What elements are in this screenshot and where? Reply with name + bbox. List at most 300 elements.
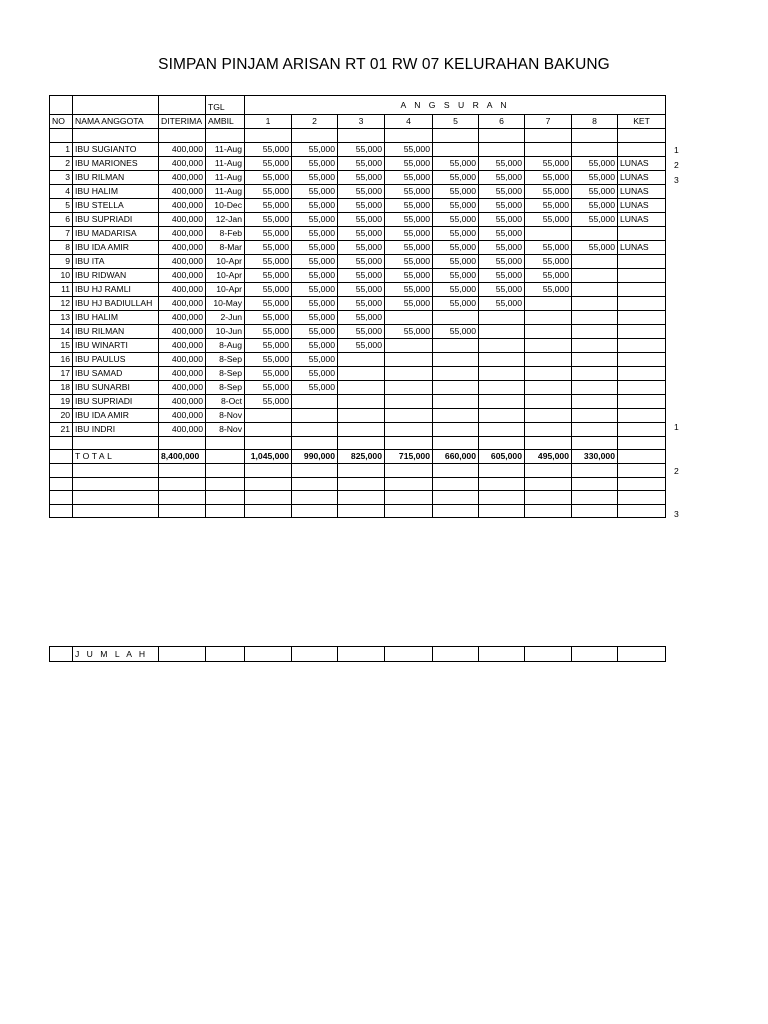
blank-cell [292, 464, 338, 478]
cell-angsuran-7 [525, 296, 572, 310]
cell-diterima: 400,000 [159, 240, 206, 254]
cell-nama: IBU MARIONES [73, 156, 159, 170]
cell-angsuran-6 [479, 366, 525, 380]
total-angsuran-1: 1,045,000 [245, 450, 292, 464]
blank-cell [525, 477, 572, 491]
cell-diterima: 400,000 [159, 184, 206, 198]
cell-angsuran-2: 55,000 [292, 296, 338, 310]
cell-no: 12 [50, 296, 73, 310]
cell-angsuran-4 [385, 380, 433, 394]
blank-cell [479, 491, 525, 505]
cell-no: 7 [50, 226, 73, 240]
blank-cell [385, 464, 433, 478]
cell-angsuran-5: 55,000 [433, 282, 479, 296]
header-cell-empty [73, 96, 159, 115]
header-col-1: 1 [245, 115, 292, 129]
cell-diterima: 400,000 [159, 254, 206, 268]
blank-cell [618, 464, 666, 478]
blank-cell [50, 504, 73, 518]
cell-angsuran-5: 55,000 [433, 226, 479, 240]
total-angsuran-7: 495,000 [525, 450, 572, 464]
cell-angsuran-6 [479, 422, 525, 436]
cell-ket: LUNAS [618, 184, 666, 198]
cell-angsuran-7 [525, 380, 572, 394]
cell-diterima: 400,000 [159, 338, 206, 352]
cell-diterima: 400,000 [159, 324, 206, 338]
total-angsuran-3: 825,000 [338, 450, 385, 464]
cell-angsuran-8 [572, 254, 618, 268]
cell-angsuran-1: 55,000 [245, 324, 292, 338]
blank-cell [73, 477, 159, 491]
cell-angsuran-4 [385, 310, 433, 324]
jumlah-cell [206, 647, 245, 662]
cell-nama: IBU RILMAN [73, 324, 159, 338]
blank-cell [206, 464, 245, 478]
cell-ket [618, 422, 666, 436]
cell-angsuran-4: 55,000 [385, 226, 433, 240]
table-row [50, 282, 666, 296]
cell-angsuran-5 [433, 142, 479, 156]
blank-cell [618, 436, 666, 450]
cell-angsuran-3: 55,000 [338, 198, 385, 212]
table-row [50, 212, 666, 226]
cell-diterima: 400,000 [159, 282, 206, 296]
blank-cell [50, 436, 73, 450]
cell-angsuran-7 [525, 338, 572, 352]
side-number: 2 [674, 466, 679, 476]
blank-cell [73, 504, 159, 518]
cell-angsuran-8 [572, 366, 618, 380]
sheet-title: SIMPAN PINJAM ARISAN RT 01 RW 07 KELURAHAN BAKUNG [158, 56, 610, 73]
header-ket: KET [618, 115, 666, 129]
cell-angsuran-2: 55,000 [292, 240, 338, 254]
cell-angsuran-3: 55,000 [338, 268, 385, 282]
table-row [50, 142, 666, 156]
cell-angsuran-4 [385, 408, 433, 422]
table-row [50, 366, 666, 380]
cell-nama: IBU MADARISA [73, 226, 159, 240]
cell-no: 8 [50, 240, 73, 254]
cell-ket [618, 142, 666, 156]
cell-angsuran-4: 55,000 [385, 184, 433, 198]
cell-diterima: 400,000 [159, 156, 206, 170]
cell-angsuran-2: 55,000 [292, 352, 338, 366]
cell-ket: LUNAS [618, 212, 666, 226]
cell-angsuran-7: 55,000 [525, 198, 572, 212]
cell-ket: LUNAS [618, 170, 666, 184]
cell-angsuran-6: 55,000 [479, 268, 525, 282]
cell-no: 18 [50, 380, 73, 394]
cell-angsuran-7 [525, 142, 572, 156]
total-angsuran-8: 330,000 [572, 450, 618, 464]
side-number: 1 [674, 145, 679, 155]
cell-angsuran-4: 55,000 [385, 156, 433, 170]
cell-angsuran-7: 55,000 [525, 268, 572, 282]
blank-cell [206, 477, 245, 491]
blank-row [50, 129, 666, 143]
cell-angsuran-7 [525, 408, 572, 422]
cell-ket [618, 394, 666, 408]
cell-angsuran-5: 55,000 [433, 198, 479, 212]
cell-nama: IBU HALIM [73, 184, 159, 198]
cell-nama: IBU WINARTI [73, 338, 159, 352]
cell-angsuran-5 [433, 366, 479, 380]
cell-ket [618, 352, 666, 366]
blank-row [50, 491, 666, 505]
cell-angsuran-7: 55,000 [525, 282, 572, 296]
cell-angsuran-3: 55,000 [338, 254, 385, 268]
cell-angsuran-6 [479, 310, 525, 324]
cell-ket [618, 268, 666, 282]
blank-cell [572, 129, 618, 143]
side-number: 3 [674, 175, 679, 185]
cell-tgl: 8-Sep [206, 380, 245, 394]
cell-angsuran-3 [338, 394, 385, 408]
jumlah-cell [479, 647, 525, 662]
cell-no: 13 [50, 310, 73, 324]
blank-row [50, 436, 666, 450]
cell-angsuran-7: 55,000 [525, 212, 572, 226]
cell-tgl: 2-Jun [206, 310, 245, 324]
blank-row [50, 464, 666, 478]
cell-angsuran-5 [433, 380, 479, 394]
cell-angsuran-8 [572, 352, 618, 366]
blank-cell [159, 436, 206, 450]
total-diterima: 8,400,000 [159, 450, 206, 464]
cell-angsuran-7: 55,000 [525, 170, 572, 184]
header-col-6: 6 [479, 115, 525, 129]
cell-angsuran-2: 55,000 [292, 198, 338, 212]
cell-angsuran-8 [572, 282, 618, 296]
blank-row [50, 504, 666, 518]
cell-angsuran-3: 55,000 [338, 170, 385, 184]
blank-cell [572, 504, 618, 518]
cell-angsuran-1: 55,000 [245, 296, 292, 310]
blank-cell [50, 477, 73, 491]
blank-cell [618, 129, 666, 143]
cell-angsuran-8 [572, 268, 618, 282]
cell-angsuran-2: 55,000 [292, 142, 338, 156]
cell-angsuran-8 [572, 408, 618, 422]
blank-cell [50, 464, 73, 478]
cell-angsuran-1: 55,000 [245, 254, 292, 268]
cell-angsuran-2: 55,000 [292, 366, 338, 380]
cell-tgl: 11-Aug [206, 156, 245, 170]
cell-tgl: 8-Mar [206, 240, 245, 254]
blank-cell [525, 129, 572, 143]
cell-angsuran-2: 55,000 [292, 184, 338, 198]
cell-angsuran-7: 55,000 [525, 156, 572, 170]
blank-cell [338, 464, 385, 478]
cell-angsuran-1 [245, 408, 292, 422]
cell-diterima: 400,000 [159, 380, 206, 394]
cell-tgl: 10-Apr [206, 282, 245, 296]
cell-angsuran-3: 55,000 [338, 212, 385, 226]
cell-angsuran-2 [292, 394, 338, 408]
table-row [50, 310, 666, 324]
blank-cell [159, 464, 206, 478]
cell-ket [618, 282, 666, 296]
cell-angsuran-6 [479, 324, 525, 338]
blank-cell [50, 491, 73, 505]
blank-cell [292, 477, 338, 491]
header-angsuran: A N G S U R A N [245, 96, 666, 115]
blank-cell [292, 491, 338, 505]
blank-cell [73, 491, 159, 505]
cell-angsuran-8: 55,000 [572, 212, 618, 226]
cell-nama: IBU SAMAD [73, 366, 159, 380]
cell-diterima: 400,000 [159, 198, 206, 212]
blank-cell [338, 477, 385, 491]
blank-cell [433, 464, 479, 478]
cell-diterima: 400,000 [159, 226, 206, 240]
header-cell-empty [159, 96, 206, 115]
cell-angsuran-3: 55,000 [338, 338, 385, 352]
table-row [50, 240, 666, 254]
total-label: TOTAL [73, 450, 159, 464]
cell-diterima: 400,000 [159, 422, 206, 436]
cell-angsuran-5 [433, 422, 479, 436]
blank-cell [385, 491, 433, 505]
cell-angsuran-4 [385, 352, 433, 366]
total-cell-empty [50, 450, 73, 464]
blank-cell [73, 129, 159, 143]
cell-angsuran-6 [479, 142, 525, 156]
side-number: 2 [674, 160, 679, 170]
table-row [50, 226, 666, 240]
jumlah-row [50, 647, 666, 662]
cell-ket [618, 324, 666, 338]
cell-angsuran-8: 55,000 [572, 156, 618, 170]
cell-angsuran-1 [245, 422, 292, 436]
cell-angsuran-1: 55,000 [245, 380, 292, 394]
cell-angsuran-2: 55,000 [292, 324, 338, 338]
cell-angsuran-6: 55,000 [479, 184, 525, 198]
blank-cell [338, 504, 385, 518]
blank-cell [433, 436, 479, 450]
cell-tgl: 8-Sep [206, 366, 245, 380]
cell-nama: IBU HALIM [73, 310, 159, 324]
cell-no: 15 [50, 338, 73, 352]
cell-ket: LUNAS [618, 240, 666, 254]
table-row [50, 394, 666, 408]
cell-angsuran-6 [479, 394, 525, 408]
cell-angsuran-4: 55,000 [385, 212, 433, 226]
cell-diterima: 400,000 [159, 170, 206, 184]
cell-diterima: 400,000 [159, 268, 206, 282]
jumlah-cell [338, 647, 385, 662]
header-col-3: 3 [338, 115, 385, 129]
blank-cell [572, 477, 618, 491]
blank-cell [433, 504, 479, 518]
header-ambil: AMBIL [206, 115, 245, 129]
header-row-2 [50, 115, 666, 129]
table-row [50, 408, 666, 422]
header-col-2: 2 [292, 115, 338, 129]
cell-nama: IBU ITA [73, 254, 159, 268]
table-row [50, 170, 666, 184]
cell-tgl: 10-May [206, 296, 245, 310]
header-tgl: TGL [206, 96, 245, 115]
cell-angsuran-4: 55,000 [385, 142, 433, 156]
total-angsuran-6: 605,000 [479, 450, 525, 464]
cell-angsuran-4 [385, 366, 433, 380]
blank-cell [159, 504, 206, 518]
cell-angsuran-3: 55,000 [338, 310, 385, 324]
cell-diterima: 400,000 [159, 408, 206, 422]
total-angsuran-2: 990,000 [292, 450, 338, 464]
cell-nama: IBU SUPRIADI [73, 394, 159, 408]
blank-cell [433, 491, 479, 505]
blank-cell [572, 436, 618, 450]
blank-cell [479, 464, 525, 478]
cell-no: 14 [50, 324, 73, 338]
cell-angsuran-4: 55,000 [385, 324, 433, 338]
header-no: NO [50, 115, 73, 129]
cell-angsuran-6: 55,000 [479, 156, 525, 170]
cell-angsuran-1: 55,000 [245, 184, 292, 198]
blank-row [50, 477, 666, 491]
cell-angsuran-8 [572, 226, 618, 240]
cell-angsuran-1: 55,000 [245, 142, 292, 156]
cell-angsuran-3: 55,000 [338, 282, 385, 296]
blank-cell [206, 491, 245, 505]
jumlah-cell [618, 647, 666, 662]
cell-tgl: 11-Aug [206, 142, 245, 156]
cell-angsuran-5: 55,000 [433, 268, 479, 282]
cell-angsuran-3: 55,000 [338, 296, 385, 310]
cell-angsuran-8: 55,000 [572, 170, 618, 184]
cell-angsuran-7 [525, 226, 572, 240]
cell-angsuran-8 [572, 394, 618, 408]
cell-angsuran-4: 55,000 [385, 254, 433, 268]
header-col-5: 5 [433, 115, 479, 129]
cell-tgl: 8-Aug [206, 338, 245, 352]
cell-angsuran-6: 55,000 [479, 170, 525, 184]
cell-ket [618, 366, 666, 380]
blank-cell [50, 129, 73, 143]
cell-angsuran-2: 55,000 [292, 156, 338, 170]
cell-angsuran-1: 55,000 [245, 394, 292, 408]
header-col-7: 7 [525, 115, 572, 129]
cell-angsuran-1: 55,000 [245, 156, 292, 170]
blank-cell [245, 436, 292, 450]
cell-tgl: 11-Aug [206, 170, 245, 184]
cell-angsuran-2: 55,000 [292, 282, 338, 296]
blank-cell [159, 491, 206, 505]
cell-angsuran-3 [338, 352, 385, 366]
jumlah-cell-empty [50, 647, 73, 662]
cell-angsuran-7 [525, 352, 572, 366]
side-number: 3 [674, 509, 679, 519]
cell-diterima: 400,000 [159, 394, 206, 408]
table-row [50, 352, 666, 366]
cell-angsuran-5: 55,000 [433, 170, 479, 184]
cell-angsuran-3: 55,000 [338, 156, 385, 170]
cell-angsuran-5 [433, 408, 479, 422]
blank-cell [479, 436, 525, 450]
cell-nama: IBU SUPRIADI [73, 212, 159, 226]
cell-nama: IBU SUGIANTO [73, 142, 159, 156]
cell-angsuran-6: 55,000 [479, 296, 525, 310]
cell-angsuran-1: 55,000 [245, 282, 292, 296]
table-row [50, 254, 666, 268]
cell-angsuran-2: 55,000 [292, 212, 338, 226]
cell-angsuran-2: 55,000 [292, 268, 338, 282]
cell-ket: LUNAS [618, 156, 666, 170]
cell-angsuran-6: 55,000 [479, 212, 525, 226]
cell-angsuran-8 [572, 380, 618, 394]
cell-angsuran-4: 55,000 [385, 170, 433, 184]
cell-angsuran-1: 55,000 [245, 352, 292, 366]
blank-cell [385, 504, 433, 518]
cell-no: 9 [50, 254, 73, 268]
cell-diterima: 400,000 [159, 296, 206, 310]
cell-ket [618, 408, 666, 422]
cell-diterima: 400,000 [159, 212, 206, 226]
cell-angsuran-6: 55,000 [479, 254, 525, 268]
cell-angsuran-8 [572, 310, 618, 324]
blank-cell [338, 491, 385, 505]
installment-table [49, 95, 666, 518]
blank-cell [385, 477, 433, 491]
cell-angsuran-6: 55,000 [479, 282, 525, 296]
cell-angsuran-7 [525, 310, 572, 324]
cell-angsuran-8: 55,000 [572, 240, 618, 254]
cell-angsuran-3: 55,000 [338, 240, 385, 254]
cell-angsuran-3: 55,000 [338, 142, 385, 156]
cell-angsuran-4: 55,000 [385, 282, 433, 296]
cell-tgl: 8-Sep [206, 352, 245, 366]
blank-cell [572, 464, 618, 478]
cell-angsuran-3 [338, 408, 385, 422]
cell-no: 21 [50, 422, 73, 436]
blank-cell [338, 129, 385, 143]
cell-angsuran-6 [479, 352, 525, 366]
cell-angsuran-1: 55,000 [245, 198, 292, 212]
blank-cell [525, 491, 572, 505]
cell-tgl: 10-Apr [206, 254, 245, 268]
cell-tgl: 12-Jan [206, 212, 245, 226]
cell-angsuran-1: 55,000 [245, 310, 292, 324]
cell-angsuran-3: 55,000 [338, 184, 385, 198]
cell-no: 17 [50, 366, 73, 380]
cell-angsuran-3: 55,000 [338, 324, 385, 338]
jumlah-cell [433, 647, 479, 662]
jumlah-cell [245, 647, 292, 662]
blank-cell [245, 129, 292, 143]
cell-ket [618, 310, 666, 324]
cell-angsuran-5: 55,000 [433, 324, 479, 338]
cell-nama: IBU SUNARBI [73, 380, 159, 394]
cell-tgl: 10-Dec [206, 198, 245, 212]
cell-no: 20 [50, 408, 73, 422]
jumlah-cell [385, 647, 433, 662]
total-cell-empty [618, 450, 666, 464]
cell-angsuran-8: 55,000 [572, 198, 618, 212]
cell-angsuran-6: 55,000 [479, 226, 525, 240]
table-row [50, 380, 666, 394]
table-row [50, 338, 666, 352]
header-cell-empty [50, 96, 73, 115]
blank-cell [206, 436, 245, 450]
cell-no: 4 [50, 184, 73, 198]
blank-cell [292, 436, 338, 450]
cell-no: 10 [50, 268, 73, 282]
cell-angsuran-2 [292, 408, 338, 422]
cell-angsuran-2: 55,000 [292, 254, 338, 268]
cell-tgl: 8-Nov [206, 422, 245, 436]
